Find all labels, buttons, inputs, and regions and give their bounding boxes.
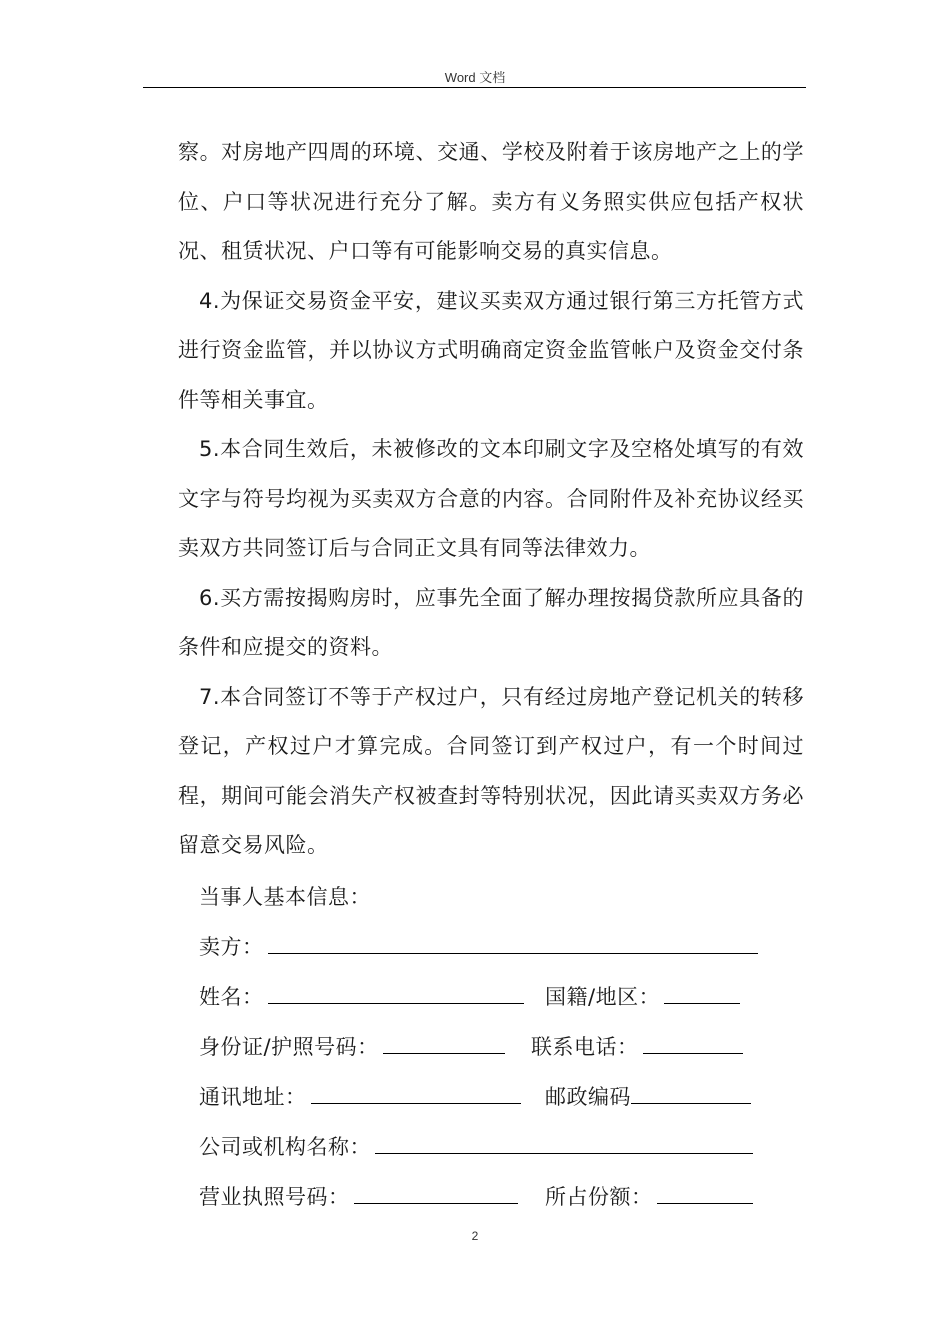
seller-label: 卖方： [199, 935, 264, 959]
share-label: 所占份额： [545, 1185, 653, 1209]
nationality-label: 国籍/地区： [545, 985, 661, 1009]
header-divider [143, 87, 806, 88]
page-header-title: Word 文档 [444, 70, 506, 85]
party-info-heading [199, 882, 371, 912]
address-row [199, 1082, 521, 1112]
paragraph-continued: 察。对房地产四周的环境、交通、学校及附着于该房地产之上的学位、户口等状况进行充分了解。卖方有义务照实供应包括产权状况、租赁状况、户口等有可能影响交易的真实信息。 [178, 140, 804, 263]
share-blank[interactable] [657, 1183, 753, 1204]
paragraph-item-4: 4.为保证交易资金平安，建议买卖双方通过银行第三方托管方式进行资金监管，并以协议方式明确商定资金监管帐户及资金交付条件等相关事宜。 [178, 288, 804, 412]
paragraph-item-6: 6.买方需按揭购房时，应事先全面了解办理按揭贷款所应具备的条件和应提交的资料。 [178, 585, 804, 659]
paragraph-item-7: 7.本合同签订不等于产权过户，只有经过房地产登记机关的转移登记，产权过户才算完成。合同签订到产权过户，有一个时间过程，期间可能会消失产权被查封等特别状况，因此请买卖双方务必留意交易风险。 [178, 684, 804, 857]
seller-blank[interactable] [268, 933, 758, 954]
seller-row [199, 932, 758, 962]
postcode-field [545, 1082, 751, 1112]
postcode-blank[interactable] [631, 1083, 751, 1104]
nationality-field [545, 982, 740, 1012]
license-blank[interactable] [354, 1183, 518, 1204]
company-label: 公司或机构名称： [199, 1135, 371, 1159]
license-label: 营业执照号码： [199, 1185, 350, 1209]
address-blank[interactable] [311, 1083, 521, 1104]
postcode-label: 邮政编码 [545, 1085, 631, 1109]
address-label: 通讯地址： [199, 1085, 307, 1109]
company-blank[interactable] [375, 1133, 753, 1154]
share-field [545, 1182, 753, 1212]
phone-blank[interactable] [643, 1033, 743, 1054]
id-number-row [199, 1032, 505, 1062]
nationality-blank[interactable] [664, 983, 740, 1004]
page-number: 2 [471, 1229, 479, 1243]
name-blank[interactable] [268, 983, 524, 1004]
id-number-blank[interactable] [383, 1033, 505, 1054]
name-nationality-row [199, 982, 524, 1012]
phone-field [531, 1032, 743, 1062]
paragraph-item-5: 5.本合同生效后，未被修改的文本印刷文字及空格处填写的有效文字与符号均视为买卖双方合意的内容。合同附件及补充协议经买卖双方共同签订后与合同正文具有同等法律效力。 [178, 437, 804, 560]
phone-label: 联系电话： [531, 1035, 639, 1059]
license-row [199, 1182, 518, 1212]
party-info-heading-label: 当事人基本信息： [199, 885, 371, 909]
company-row [199, 1132, 753, 1162]
id-number-label: 身份证/护照号码： [199, 1035, 379, 1059]
document-body [178, 128, 804, 871]
name-label: 姓名： [199, 985, 264, 1009]
